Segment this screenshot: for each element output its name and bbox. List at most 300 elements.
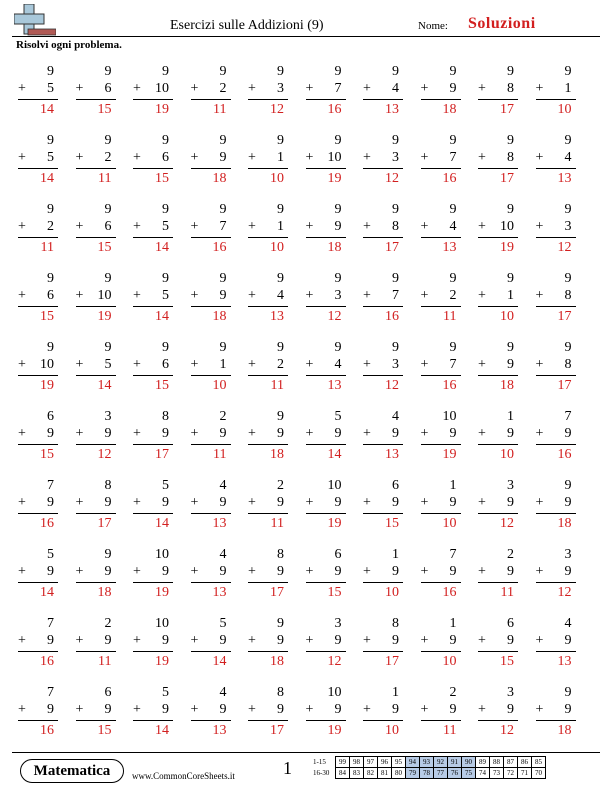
sum-line: [363, 306, 403, 307]
addition-problem: [474, 478, 520, 538]
addition-problem: [359, 616, 405, 676]
addition-problem: [187, 133, 233, 193]
answer: 10: [270, 171, 284, 186]
addend-bottom: 9: [564, 702, 572, 717]
sum-line: [133, 444, 173, 445]
addend-top: 2: [507, 547, 514, 562]
addition-problem: [72, 340, 118, 400]
addend-top: 9: [47, 340, 54, 355]
website-link[interactable]: www.CommonCoreSheets.it: [132, 771, 235, 781]
addend-top: 9: [277, 133, 284, 148]
answer: 11: [98, 654, 112, 669]
sum-line: [363, 582, 403, 583]
plus-sign: +: [363, 633, 371, 648]
score-cell: 80: [392, 768, 406, 779]
answer: 12: [270, 102, 284, 117]
answer: 12: [385, 171, 399, 186]
addend-top: 9: [47, 133, 54, 148]
answer: 18: [327, 240, 342, 255]
addend-bottom: 10: [500, 219, 514, 234]
plus-sign: +: [190, 357, 199, 372]
addend-bottom: 9: [219, 702, 227, 717]
sum-line: [248, 306, 288, 307]
answer: 17: [385, 240, 399, 255]
addend-bottom: 9: [507, 426, 514, 441]
addition-problem: [187, 478, 233, 538]
addition-problem: [244, 478, 290, 538]
addend-bottom: 9: [277, 564, 284, 579]
answer: 16: [442, 378, 457, 393]
addend-bottom: 9: [104, 495, 112, 510]
sum-line: [18, 720, 58, 721]
addend-bottom: 6: [104, 81, 112, 96]
addend-top: 9: [507, 202, 514, 217]
addend-bottom: 9: [47, 633, 54, 648]
addition-problem: [14, 271, 60, 331]
addition-problem: [244, 616, 290, 676]
addend-top: 9: [277, 271, 284, 286]
answer: 15: [385, 516, 399, 531]
addend-bottom: 7: [334, 81, 342, 96]
addend-bottom: 9: [449, 702, 457, 717]
sum-line: [363, 168, 403, 169]
addend-bottom: 9: [507, 495, 514, 510]
addend-top: 9: [334, 271, 342, 286]
addend-top: 9: [162, 64, 169, 79]
plus-sign: +: [133, 357, 141, 372]
plus-sign: +: [535, 357, 544, 372]
addition-problem: [532, 685, 578, 745]
addend-top: 9: [47, 271, 54, 286]
addend-top: 9: [564, 271, 572, 286]
sum-line: [306, 513, 346, 514]
answer: 10: [500, 447, 514, 462]
answer: 19: [327, 171, 342, 186]
addition-problem: [532, 202, 578, 262]
addend-top: 9: [277, 202, 284, 217]
addend-top: 9: [219, 202, 227, 217]
sum-line: [421, 444, 461, 445]
answer: 14: [212, 654, 227, 669]
addend-top: 7: [47, 685, 54, 700]
plus-sign: +: [190, 288, 199, 303]
addend-top: 9: [162, 271, 169, 286]
answer: 15: [155, 171, 169, 186]
addition-problem: [474, 409, 520, 469]
plus-sign: +: [420, 495, 429, 510]
addition-problem: [72, 202, 118, 262]
addend-bottom: 7: [219, 219, 227, 234]
addition-problem: [129, 340, 175, 400]
answer: 18: [97, 585, 112, 600]
addend-bottom: 9: [219, 426, 227, 441]
addition-problem: [302, 409, 348, 469]
plus-sign: +: [133, 564, 141, 579]
sum-line: [421, 651, 461, 652]
answer: 17: [385, 654, 399, 669]
score-cell: 89: [476, 757, 490, 768]
addend-top: 2: [219, 409, 227, 424]
answer: 15: [97, 723, 112, 738]
plus-sign: +: [190, 426, 199, 441]
sum-line: [421, 720, 461, 721]
addend-top: 9: [277, 616, 284, 631]
plus-sign: +: [18, 288, 26, 303]
solutions-label: Soluzioni: [468, 15, 536, 32]
addend-bottom: 9: [392, 564, 399, 579]
answer: 12: [500, 516, 514, 531]
addition-problem: [14, 547, 60, 607]
addend-bottom: 9: [507, 702, 514, 717]
score-cell: 94: [406, 757, 420, 768]
addition-problem: [474, 133, 520, 193]
addend-bottom: 10: [155, 81, 169, 96]
answer: 12: [385, 378, 399, 393]
addition-problem: [14, 340, 60, 400]
plus-sign: +: [248, 564, 256, 579]
addend-top: 9: [47, 64, 54, 79]
answer: 19: [155, 102, 169, 117]
plus-sign: +: [75, 288, 84, 303]
addend-top: 7: [449, 547, 457, 562]
addition-problem: [129, 685, 175, 745]
sum-line: [363, 375, 403, 376]
answer: 14: [40, 585, 54, 600]
score-row: [313, 757, 546, 768]
plus-sign: +: [478, 633, 486, 648]
plus-sign: +: [305, 288, 314, 303]
score-cell: 73: [490, 768, 504, 779]
addend-bottom: 9: [47, 564, 54, 579]
addition-problem: [129, 547, 175, 607]
addend-top: 6: [392, 478, 399, 493]
plus-sign: +: [75, 702, 84, 717]
addend-bottom: 9: [277, 633, 284, 648]
answer: 15: [155, 378, 169, 393]
answer: 11: [213, 102, 227, 117]
plus-sign: +: [535, 633, 544, 648]
plus-sign: +: [133, 288, 141, 303]
addition-problem: [359, 478, 405, 538]
addition-problem: [359, 409, 405, 469]
plus-sign: +: [18, 633, 26, 648]
plus-sign: +: [248, 357, 256, 372]
sum-line: [363, 513, 403, 514]
score-row-label: 16-30: [313, 769, 330, 777]
plus-sign: +: [133, 81, 141, 96]
addition-problem: [129, 478, 175, 538]
answer: 10: [442, 516, 457, 531]
plus-sign: +: [18, 495, 26, 510]
plus-sign: +: [305, 702, 314, 717]
addend-top: 9: [564, 340, 572, 355]
addend-bottom: 9: [219, 564, 227, 579]
addition-problem: [359, 202, 405, 262]
sum-line: [363, 651, 403, 652]
sum-line: [421, 168, 461, 169]
addend-bottom: 9: [564, 564, 572, 579]
answer: 13: [270, 309, 284, 324]
addend-top: 6: [104, 685, 112, 700]
sum-line: [478, 306, 518, 307]
sum-line: [76, 720, 116, 721]
addition-problem: [244, 547, 290, 607]
plus-sign: +: [305, 81, 314, 96]
plus-sign: +: [133, 495, 141, 510]
addition-problem: [244, 64, 290, 124]
answer: 15: [40, 447, 54, 462]
plus-sign: +: [190, 495, 199, 510]
plus-sign: +: [535, 81, 544, 96]
addition-problem: [187, 616, 233, 676]
answer: 16: [385, 309, 399, 324]
addition-problem: [417, 547, 463, 607]
sum-line: [18, 582, 58, 583]
sum-line: [536, 582, 576, 583]
plus-sign: +: [535, 288, 544, 303]
addend-top: 8: [277, 685, 284, 700]
plus-sign: +: [190, 702, 199, 717]
addend-bottom: 9: [162, 426, 169, 441]
addition-problem: [417, 478, 463, 538]
addition-problem: [302, 685, 348, 745]
plus-sign: +: [305, 495, 314, 510]
addend-bottom: 9: [219, 288, 227, 303]
sum-line: [76, 237, 116, 238]
score-cell: 99: [336, 757, 350, 768]
answer: 11: [443, 723, 457, 738]
addend-top: 9: [334, 340, 342, 355]
answer: 15: [40, 309, 54, 324]
addend-top: 3: [564, 547, 572, 562]
addend-bottom: 4: [277, 288, 284, 303]
addend-bottom: 8: [564, 357, 572, 372]
answer: 10: [557, 102, 572, 117]
addend-bottom: 5: [47, 81, 54, 96]
answer: 14: [155, 516, 169, 531]
instructions: Risolvi ogni problema.: [16, 39, 122, 51]
plus-sign: +: [190, 564, 199, 579]
addend-top: 2: [277, 478, 284, 493]
page-title: Esercizi sulle Addizioni (9): [170, 18, 324, 33]
plus-sign: +: [305, 150, 314, 165]
addend-top: 7: [47, 478, 54, 493]
addend-bottom: 9: [507, 564, 514, 579]
answer: 12: [557, 585, 572, 600]
plus-sign: +: [363, 564, 371, 579]
plus-sign: +: [420, 219, 429, 234]
addend-top: 9: [449, 340, 457, 355]
sum-line: [76, 306, 116, 307]
addition-problem: [244, 271, 290, 331]
addend-bottom: 10: [40, 357, 54, 372]
plus-sign: +: [305, 633, 314, 648]
addend-bottom: 9: [392, 702, 399, 717]
addend-top: 9: [449, 202, 457, 217]
addition-problem: [532, 616, 578, 676]
addition-problem: [302, 616, 348, 676]
plus-sign: +: [478, 81, 486, 96]
addend-top: 9: [564, 64, 572, 79]
addend-bottom: 9: [334, 426, 342, 441]
addition-problem: [129, 271, 175, 331]
sum-line: [248, 582, 288, 583]
sum-line: [421, 306, 461, 307]
score-cell: 85: [532, 757, 546, 768]
sum-line: [133, 99, 173, 100]
score-cell: 74: [476, 768, 490, 779]
addend-top: 9: [104, 271, 112, 286]
score-cell: 95: [392, 757, 406, 768]
addition-problem: [532, 547, 578, 607]
addend-bottom: 7: [392, 288, 399, 303]
addend-top: 9: [334, 202, 342, 217]
sum-line: [363, 237, 403, 238]
addend-top: 5: [219, 616, 227, 631]
sum-line: [18, 168, 58, 169]
sum-line: [248, 237, 288, 238]
answer: 11: [270, 516, 284, 531]
addend-bottom: 2: [219, 81, 227, 96]
addend-bottom: 5: [47, 150, 54, 165]
plus-sign: +: [248, 633, 256, 648]
addend-top: 9: [564, 478, 572, 493]
sum-line: [306, 375, 346, 376]
answer: 13: [212, 585, 227, 600]
addend-top: 9: [392, 133, 399, 148]
plus-sign: +: [535, 495, 544, 510]
answer: 11: [98, 171, 112, 186]
addend-top: 4: [219, 685, 227, 700]
addend-bottom: 9: [277, 495, 284, 510]
sum-line: [18, 375, 58, 376]
plus-sign: +: [363, 495, 371, 510]
addend-bottom: 9: [162, 495, 169, 510]
addend-top: 9: [392, 202, 399, 217]
sum-line: [536, 168, 576, 169]
addition-problem: [72, 409, 118, 469]
answer: 10: [442, 654, 457, 669]
addend-bottom: 9: [507, 633, 514, 648]
addend-bottom: 5: [104, 357, 112, 372]
addend-bottom: 9: [392, 426, 399, 441]
answer: 18: [270, 654, 284, 669]
sum-line: [248, 168, 288, 169]
addend-bottom: 9: [507, 357, 514, 372]
plus-sign: +: [363, 81, 371, 96]
addend-bottom: 9: [104, 564, 112, 579]
sum-line: [191, 375, 231, 376]
score-cell: 79: [406, 768, 420, 779]
plus-sign: +: [75, 81, 84, 96]
addend-bottom: 1: [277, 150, 284, 165]
plus-sign: +: [478, 219, 486, 234]
addition-problem: [14, 685, 60, 745]
addition-problem: [72, 133, 118, 193]
addition-problem: [14, 133, 60, 193]
addend-bottom: 4: [392, 81, 399, 96]
addition-problem: [129, 133, 175, 193]
plus-sign: +: [535, 564, 544, 579]
addend-top: 9: [277, 64, 284, 79]
addend-top: 9: [277, 340, 284, 355]
addend-bottom: 9: [277, 702, 284, 717]
addend-top: 5: [162, 685, 169, 700]
addition-problem: [14, 478, 60, 538]
addend-bottom: 3: [334, 288, 342, 303]
plus-sign: +: [133, 219, 141, 234]
plus-sign: +: [18, 150, 26, 165]
score-table: [313, 756, 546, 779]
addend-bottom: 9: [47, 702, 54, 717]
plus-sign: +: [478, 357, 486, 372]
plus-sign: +: [305, 564, 314, 579]
plus-sign: +: [305, 357, 314, 372]
addend-bottom: 9: [449, 633, 457, 648]
sum-line: [306, 720, 346, 721]
addend-top: 9: [104, 133, 112, 148]
plus-sign: +: [133, 633, 141, 648]
addition-problem: [302, 133, 348, 193]
sum-line: [191, 513, 231, 514]
score-row-label: 1-15: [313, 758, 326, 766]
brand-badge: Matematica: [20, 759, 124, 783]
addition-problem: [129, 64, 175, 124]
plus-sign: +: [18, 702, 26, 717]
answer: 17: [500, 171, 514, 186]
addend-top: 4: [219, 478, 227, 493]
answer: 18: [212, 309, 227, 324]
answer: 19: [500, 240, 514, 255]
answer: 18: [557, 723, 572, 738]
answer: 17: [155, 447, 169, 462]
sum-line: [478, 513, 518, 514]
sum-line: [18, 306, 58, 307]
sum-line: [536, 306, 576, 307]
sum-line: [478, 99, 518, 100]
sum-line: [478, 444, 518, 445]
addend-bottom: 7: [449, 357, 457, 372]
sum-line: [191, 237, 231, 238]
sum-line: [248, 720, 288, 721]
addend-bottom: 8: [507, 81, 514, 96]
answer: 13: [557, 171, 572, 186]
plus-sign: +: [248, 426, 256, 441]
addend-top: 4: [392, 409, 399, 424]
addition-problem: [532, 340, 578, 400]
sum-line: [76, 444, 116, 445]
plus-sign: +: [75, 495, 84, 510]
sum-line: [191, 651, 231, 652]
plus-sign: +: [75, 357, 84, 372]
plus-sign: +: [363, 357, 371, 372]
addition-problem: [187, 202, 233, 262]
answer: 18: [557, 516, 572, 531]
sum-line: [191, 582, 231, 583]
answer: 18: [500, 378, 514, 393]
answer: 19: [155, 585, 169, 600]
addend-top: 7: [47, 616, 54, 631]
addend-bottom: 2: [449, 288, 457, 303]
addend-top: 9: [162, 133, 169, 148]
sum-line: [133, 375, 173, 376]
sum-line: [191, 444, 231, 445]
answer: 10: [385, 723, 399, 738]
addend-top: 9: [104, 547, 112, 562]
answer: 12: [557, 240, 572, 255]
plus-sign: +: [18, 357, 26, 372]
answer: 17: [500, 102, 514, 117]
